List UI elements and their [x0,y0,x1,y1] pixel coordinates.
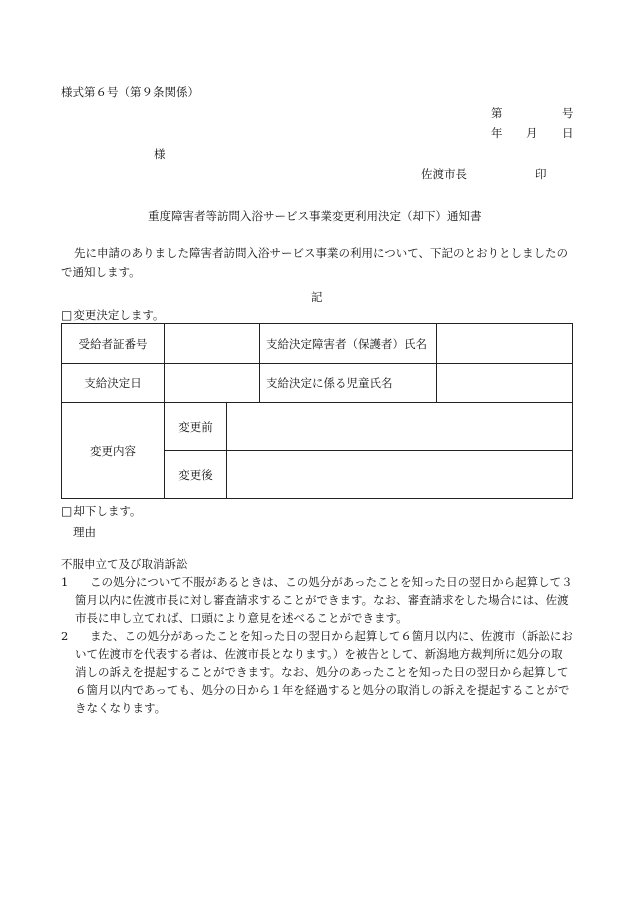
change-decision-checkbox[interactable]: □ [61,308,73,322]
guardian-name-label: 支給決定障害者（保護者）氏名 [260,324,437,364]
change-decision-line [61,308,164,322]
form-number: 様式第６号（第９条関係） [61,85,199,99]
document-title: 重度障害者等訪問入浴サービス事業変更利用決定（却下）通知書 [148,209,482,223]
intro-paragraph [61,244,573,281]
child-name-label: 支給決定に係る児童氏名 [260,364,437,403]
child-name-value[interactable] [437,364,573,403]
note-text: また、この処分があったことを知った日の翌日から起算して６箇月以内に、佐渡市（訴訟において佐渡市を代表する者は、佐渡市長となります。）を被告として、新潟地方裁判所に処分の取消しの訴えを提起することができます。なお、処分のあったことを知った日の翌日から起算して６箇月以内であっても、処分の日から１年を経過すると処分の取消しの訴えを提起することができなくなります。 [75,629,573,715]
recipient-number-label: 受給者証番号 [62,324,165,364]
before-change-value[interactable] [227,403,573,451]
note-number: 1 [61,575,69,589]
reason-label: 理由 [73,525,96,539]
list-item [61,627,573,717]
note-text: この処分について不服があるときは、この処分があったことを知った日の翌日から起算して３箇月以内に佐渡市長に対し審査請求することができます。なお、審査請求をした場合には、佐渡市長に申し立てれば、口頭により意見を述べることができます。 [75,575,573,625]
seal-mark: 印 [535,167,547,181]
after-change-label: 変更後 [165,451,227,499]
date-month-label: 月 [526,126,538,140]
change-decision-label: 変更決定します。 [73,308,165,322]
ki-label: 記 [311,290,323,304]
intro-text: 先に申請のありました障害者訪問入浴サービス事業の利用について、下記のとおりとしましたので通知します。 [61,246,569,279]
addressee-suffix: 様 [154,147,166,161]
before-change-label: 変更前 [165,403,227,451]
document-number-suffix: 号 [562,106,574,120]
change-content-label: 変更内容 [62,403,165,499]
date-day-label: 日 [562,126,574,140]
list-item [61,573,573,627]
date-year-label: 年 [491,126,503,140]
decision-date-label: 支給決定日 [62,364,165,403]
recipient-number-value[interactable] [165,324,260,364]
document-number-prefix: 第 [491,106,503,120]
appeal-notes-list [61,573,573,717]
appeal-heading: 不服申立て及び取消訴訟 [61,557,188,571]
reject-decision-label: 却下します。 [73,504,142,518]
reject-decision-checkbox[interactable]: □ [61,504,73,518]
decision-date-value[interactable] [165,364,260,403]
after-change-value[interactable] [227,451,573,499]
issuer-name: 佐渡市長 [421,167,467,181]
decision-table [61,323,573,499]
note-number: 2 [61,629,69,643]
reject-decision-line [61,504,141,518]
guardian-name-value[interactable] [437,324,573,364]
